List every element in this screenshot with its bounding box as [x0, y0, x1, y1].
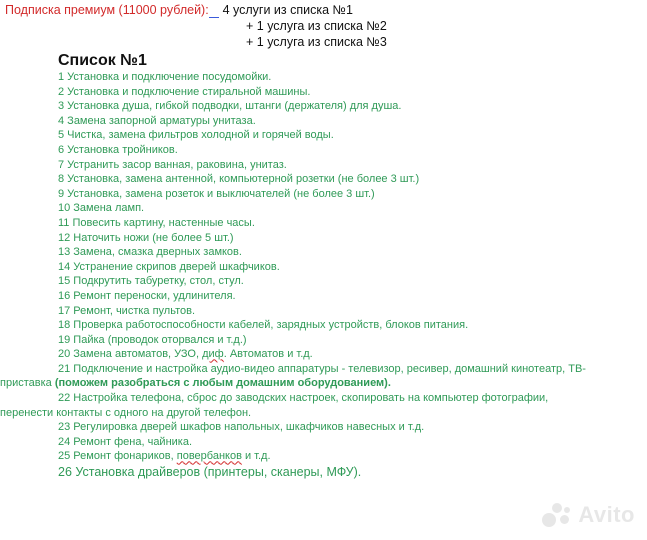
- list-item: 21 Подключение и настройка аудио-видео аппаратуры - телевизор, ресивер, домашний кинотеатр, ТВ- приставка (поможем разобраться с любым домашним оборудованием).: [0, 362, 586, 390]
- list-item: 8 Установка, замена антенной, компьютерной розетки (не более 3 шт.): [58, 173, 420, 186]
- list-item: 10 Замена ламп.: [58, 202, 145, 215]
- list-item: 11 Повесить картину, настенные часы.: [58, 216, 255, 229]
- list-item: 17 Ремонт, чистка пультов.: [58, 304, 196, 317]
- list-item: 23 Регулировка дверей шкафов напольных, шкафчиков навесных и т.д.: [58, 421, 425, 434]
- list-item: 20 Замена автоматов, УЗО, диф. Автоматов и т.д.: [58, 348, 313, 361]
- list-item: 22 Настройка телефона, сброс до заводских настроек, скопировать на компьютер фотографии, перенести контакты с одного на другой телефон.: [0, 392, 549, 419]
- list-item: 26 Установка драйверов (принтеры, сканеры, МФУ).: [58, 465, 362, 480]
- subscription-part1: 4 услуги из списка №1: [222, 3, 353, 17]
- list-item: 9 Установка, замена розеток и выключателей (не более 3 шт.): [58, 187, 375, 200]
- subscription-label: Подписка премиум (11000 рублей):: [5, 3, 209, 17]
- list-item: 15 Подкрутить табуретку, стол, стул.: [58, 275, 244, 288]
- list-item: 25 Ремонт фонариков, повербанков и т.д.: [58, 450, 271, 463]
- subscription-part2: + 1 услуга из списка №2: [246, 19, 387, 33]
- service-list: [0, 70, 638, 480]
- list-item: 13 Замена, смазка дверных замков.: [58, 246, 242, 259]
- list-item: 14 Устранение скрипов дверей шкафчиков.: [58, 260, 280, 273]
- list-title: Список №1: [58, 52, 147, 69]
- subscription-part3: + 1 услуга из списка №3: [246, 35, 387, 49]
- avito-watermark: [542, 502, 635, 528]
- list-item: 6 Установка тройников.: [58, 143, 178, 156]
- list-item: 19 Пайка (проводок оторвался и т.д.): [58, 333, 247, 346]
- list-item: 18 Проверка работоспособности кабелей, зарядных устройств, блоков питания.: [58, 319, 469, 332]
- subscription-line: [5, 3, 353, 18]
- underline-gap: [209, 3, 219, 18]
- list-item: 16 Ремонт переноски, удлинителя.: [58, 289, 236, 302]
- list-item: 5 Чистка, замена фильтров холодной и горячей воды.: [58, 129, 334, 142]
- list-item: 3 Установка душа, гибкой подводки, штанги (держателя) для душа.: [58, 100, 402, 113]
- avito-logo-icon: [542, 503, 572, 527]
- list-item: 4 Замена запорной арматуры унитаза.: [58, 114, 256, 127]
- list-item: 1 Установка и подключение посудомойки.: [58, 71, 272, 83]
- list-item: 12 Наточить ножи (не более 5 шт.): [58, 231, 234, 244]
- list-item: 2 Установка и подключение стиральной машины.: [58, 85, 311, 98]
- watermark-text: Avito: [578, 502, 635, 527]
- list-item: 7 Устранить засор ванная, раковина, унитаз.: [58, 158, 287, 171]
- list-item: 24 Ремонт фена, чайника.: [58, 435, 193, 448]
